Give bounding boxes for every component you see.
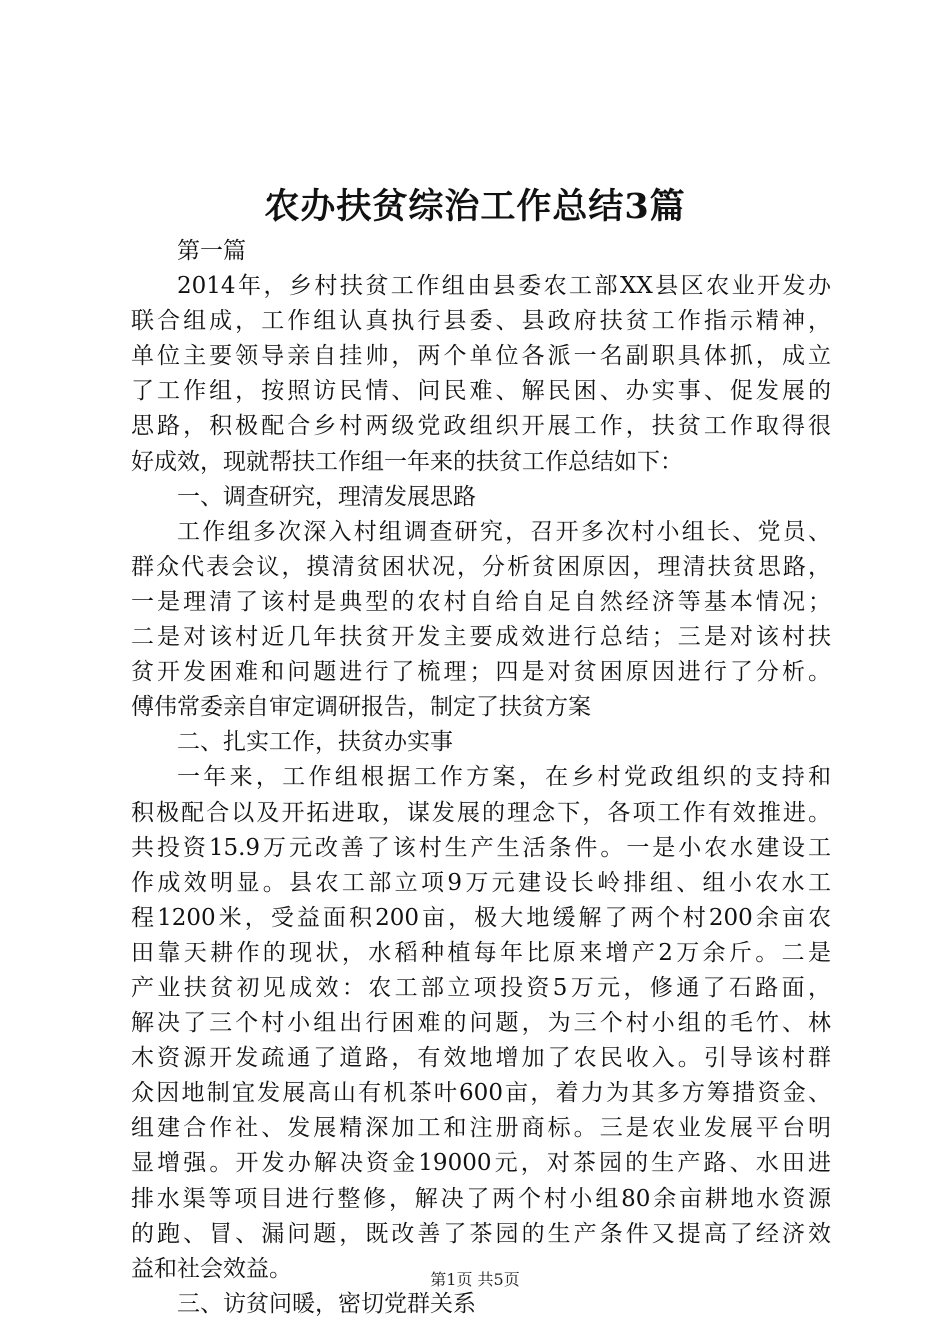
page-footer: 第1页 共5页: [430, 1270, 520, 1289]
paragraph-line: 积极配合以及开拓进取，谋发展的理念下，各项工作有效推进。: [131, 799, 831, 826]
paragraph-line: 共投资15.9万元改善了该村生产生活条件。一是小农水建设工: [131, 834, 831, 861]
paragraph-line: 解决了三个村小组出行困难的问题，为三个村小组的毛竹、林: [131, 1010, 831, 1037]
paragraph-line: 2014年，乡村扶贫工作组由县委农工部XX县区农业开发办: [177, 273, 831, 300]
paragraph-line: 思路，积极配合乡村两级党政组织开展工作，扶贫工作取得很: [131, 413, 831, 440]
paragraph-line: 傅伟常委亲自审定调研报告，制定了扶贫方案: [131, 694, 591, 721]
paragraph-line: 益和社会效益。: [131, 1255, 292, 1282]
document-title: 农办扶贫综治工作总结3篇: [264, 186, 686, 227]
paragraph-line: 排水渠等项目进行整修，解决了两个村小组80余亩耕地水资源: [131, 1185, 831, 1212]
document-body: [131, 234, 831, 1322]
paragraph-line: 工作组多次深入村组调查研究，召开多次村小组长、党员、: [177, 518, 831, 545]
section-heading-1: 一、调查研究，理清发展思路: [177, 483, 476, 510]
paragraph-line: 好成效，现就帮扶工作组一年来的扶贫工作总结如下：: [131, 448, 683, 475]
paragraph-line: 贫开发困难和问题进行了梳理；四是对贫困原因进行了分析。: [131, 659, 831, 686]
section-heading-3: 三、访贫问暖，密切党群关系: [177, 1290, 476, 1317]
paragraph-line: 了工作组，按照访民情、问民难、解民困、办实事、促发展的: [131, 378, 831, 405]
paragraph-line: 产业扶贫初见成效：农工部立项投资5万元，修通了石路面，: [131, 974, 831, 1001]
paragraph-line: 的跑、冒、漏问题，既改善了茶园的生产条件又提高了经济效: [131, 1220, 831, 1247]
paragraph-line: 程1200米，受益面积200亩，极大地缓解了两个村200余亩农: [131, 904, 831, 931]
paragraph-line: 显增强。开发办解决资金19000元，对茶园的生产路、水田进: [131, 1150, 831, 1177]
paragraph-intro: [131, 269, 831, 480]
paragraph-line: 一年来，工作组根据工作方案，在乡村党政组织的支持和: [177, 764, 831, 791]
paragraph-investigation: [131, 515, 831, 726]
paragraph-line: 单位主要领导亲自挂帅，两个单位各派一名副职具体抓，成立: [131, 343, 831, 370]
paragraph-practical-work: [131, 760, 831, 1286]
paragraph-line: 一是理清了该村是典型的农村自给自足自然经济等基本情况；: [131, 588, 831, 615]
section-heading-2: 二、扎实工作，扶贫办实事: [177, 729, 453, 756]
paragraph-line: 联合组成，工作组认真执行县委、县政府扶贫工作指示精神，: [131, 308, 831, 335]
paragraph-line: 组建合作社、发展精深加工和注册商标。三是农业发展平台明: [131, 1115, 831, 1142]
section-label: 第一篇: [177, 238, 246, 264]
paragraph-line: 众因地制宜发展高山有机茶叶600亩，着力为其多方筹措资金、: [131, 1080, 831, 1107]
paragraph-line: 二是对该村近几年扶贫开发主要成效进行总结；三是对该村扶: [131, 624, 831, 651]
paragraph-line: 田靠天耕作的现状，水稻种植每年比原来增产2万余斤。二是: [131, 939, 831, 966]
paragraph-line: 作成效明显。县农工部立项9万元建设长岭排组、组小农水工: [131, 869, 831, 896]
paragraph-line: 木资源开发疏通了道路，有效地增加了农民收入。引导该村群: [131, 1045, 831, 1072]
paragraph-line: 群众代表会议，摸清贫困状况，分析贫困原因，理清扶贫思路，: [131, 553, 831, 580]
